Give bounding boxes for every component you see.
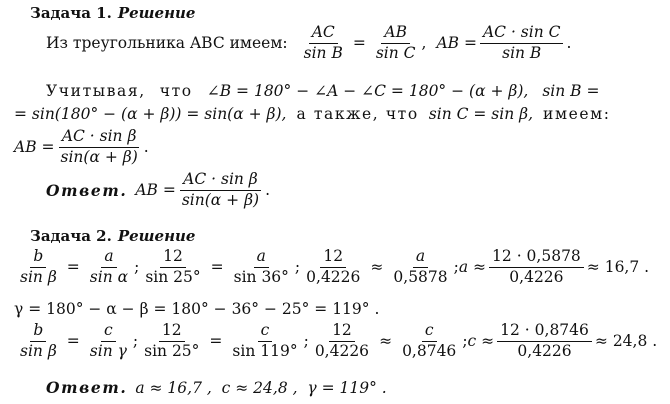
task2-answer-label: Ответ.	[46, 378, 128, 397]
fraction-b-sinbeta: $\frac{b}{\text{sin β}}$	[20, 247, 57, 286]
task2-line1: $\frac{b}{\text{sin β}}$ = $\frac{a}{\text{sin α}}$ ; $\frac{12}{\sin 25^\circ}$ = $\frac{a}{\sin 36^\circ}$ ; $\frac{12}{0,4226}$ ≈ $\frac{a}{0,5878}$ ; a ≈ $\frac{12 \cdot 0,5878}{0,4226}$ ≈ 16,7 .	[14, 248, 638, 287]
fraction-a-computation: $\frac{12 \cdot 0,5878}{0,4226}$	[489, 248, 584, 287]
fraction-a-sinalpha: $\frac{a}{\text{sin α}}$	[89, 247, 129, 286]
task2-gamma-expr: γ = 180° − α − β = 180° − 36° − 25° = 119° .	[14, 300, 380, 318]
fraction-ac-sinbeta-over-sinab: $\frac{\text{AC · sin β}}{\sin(\alpha + \beta)}$	[60, 127, 138, 166]
fraction-ac-sinc-over-sinb: $\frac{\text{AC · sin C}}{\text{sin B}}$	[480, 24, 564, 63]
task1-answer: Ответ. AB = $\frac{\text{AC · sin β}}{\sin(\alpha + \beta)}$ .	[46, 170, 271, 209]
task2-c-result: ≈ 24,8 .	[594, 332, 658, 351]
task1-ab-label: AB =	[436, 34, 477, 53]
task1-angle-b-expr: ∠B = 180° − ∠A − ∠C = 180° − (α + β),	[206, 82, 529, 100]
fraction-12-sin25-2: $\frac{12}{\sin 25^\circ}$	[144, 321, 200, 360]
task1-heading-solution: Решение	[117, 4, 196, 22]
task1-answer-label: Ответ.	[46, 180, 128, 200]
task1-line4: AB = $\frac{\text{AC · sin β}}{\sin(\alpha + \beta)}$ .	[14, 127, 149, 166]
task1-line1-text: Из треугольника ABC имеем:	[46, 34, 288, 53]
fraction-a-sin36: $\frac{a}{\sin 36^\circ}$	[233, 247, 289, 286]
task2-answer-expr: a ≈ 16,7 , c ≈ 24,8 , γ = 119° .	[135, 378, 387, 397]
fraction-12-04226-2: $\frac{12}{0,4226}$	[314, 321, 370, 360]
task1-line1: Из треугольника ABC имеем: $\frac{AC}{\text{sin B}}$ = $\frac{AB}{\text{sin C}}$ , AB = $\frac{\text{AC · sin C}}{\text{sin B}}$ .	[46, 23, 572, 62]
fraction-answer1: $\frac{\text{AC · sin β}}{\sin(\alpha + \beta)}$	[181, 170, 260, 209]
fraction-b-sinbeta-2: $\frac{b}{\text{sin β}}$	[20, 321, 57, 360]
task2-heading-solution: Решение	[117, 227, 196, 245]
task2-heading-label: Задача 2.	[30, 227, 112, 245]
task1-heading-label: Задача 1.	[30, 4, 112, 22]
fraction-c-08746: $\frac{c}{0,8746}$	[402, 321, 457, 360]
task2-a-result: ≈ 16,7 .	[586, 258, 650, 277]
task2-heading	[30, 227, 654, 245]
fraction-c-sin119: $\frac{c}{\sin 119^\circ}$	[232, 321, 298, 360]
task1-line3: = sin(180° − (α + β)) = sin(α + β), а также, что sin C = sin β, имеем:	[14, 105, 611, 123]
fraction-12-04226: $\frac{12}{0,4226}$	[306, 247, 361, 286]
task1-line2: Учитывая, что ∠B = 180° − ∠A − ∠C = 180° − (α + β), sin B =	[46, 82, 600, 100]
fraction-12-sin25: $\frac{12}{\sin 25^\circ}$	[145, 247, 201, 286]
fraction-ac-sinb: $\frac{AC}{\text{sin B}}$	[303, 23, 343, 62]
task2-line2	[14, 300, 638, 318]
fraction-c-computation: $\frac{12 \cdot 0,8746}{0,4226}$	[497, 322, 592, 361]
fraction-a-05878: $\frac{a}{0,5878}$	[393, 247, 448, 286]
task2-line3: $\frac{b}{\text{sin β}}$ = $\frac{c}{\text{sin γ}}$ ; $\frac{12}{\sin 25^\circ}$ = $\frac{c}{\sin 119^\circ}$ ; $\frac{12}{0,4226}$ ≈ $\frac{c}{0,8746}$ ; c ≈ $\frac{12 \cdot 0,8746}{0,4226}$ ≈ 24,8 .	[14, 322, 638, 361]
task2-answer	[46, 378, 670, 397]
task1-heading	[30, 4, 654, 22]
fraction-ab-sinc: $\frac{AB}{\text{sin C}}$	[375, 23, 416, 62]
fraction-c-singamma: $\frac{c}{\text{sin γ}}$	[89, 321, 127, 360]
